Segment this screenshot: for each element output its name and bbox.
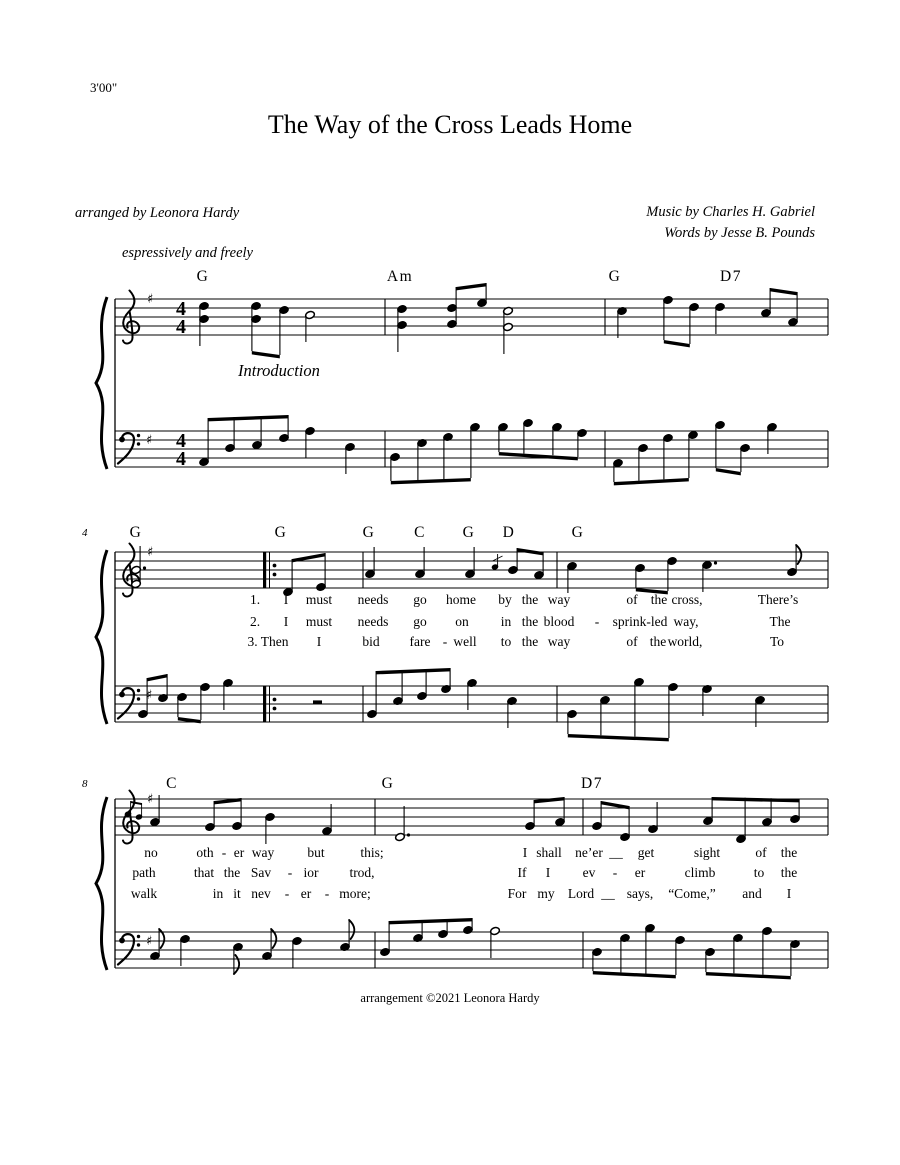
chord-symbol: C bbox=[414, 524, 426, 541]
lyric-word: of bbox=[755, 845, 767, 860]
svg-text:♯: ♯ bbox=[146, 934, 153, 949]
lyric-word: the bbox=[521, 634, 539, 649]
lyric-word: - bbox=[284, 886, 290, 901]
lyric-word: on bbox=[455, 614, 469, 629]
svg-text:♯: ♯ bbox=[147, 292, 154, 307]
lyric-word: Lord bbox=[567, 886, 595, 901]
lyric-word: - bbox=[442, 634, 448, 649]
lyric-word: nev bbox=[251, 886, 271, 901]
lyric-word: this; bbox=[360, 845, 384, 860]
lyric-word: well bbox=[453, 634, 477, 649]
lyric-word: by bbox=[498, 592, 512, 607]
svg-text:♯: ♯ bbox=[146, 433, 153, 448]
lyric-word: in bbox=[500, 614, 512, 629]
lyric-word: the bbox=[649, 634, 667, 649]
svg-text:4: 4 bbox=[176, 316, 186, 338]
lyric-word: “Come,” bbox=[668, 886, 716, 901]
lyric-word: ne’er bbox=[575, 845, 603, 860]
svg-text:♯: ♯ bbox=[146, 688, 153, 703]
lyric-word: shall bbox=[536, 845, 562, 860]
svg-text:♯: ♯ bbox=[147, 545, 154, 560]
lyric-word: of bbox=[626, 634, 638, 649]
lyric-word: trod, bbox=[349, 865, 375, 880]
lyric-word: must bbox=[305, 614, 333, 629]
lyric-word: get bbox=[637, 845, 655, 860]
svg-text:4: 4 bbox=[176, 430, 186, 452]
lyric-word: to bbox=[500, 634, 512, 649]
lyric-word: blood bbox=[543, 614, 575, 629]
chord-symbol: D7 bbox=[720, 268, 742, 285]
lyric-word: says, bbox=[626, 886, 654, 901]
copyright-notice: arrangement ©2021 Leonora Hardy bbox=[360, 991, 540, 1005]
lyric-word: bid bbox=[362, 634, 380, 649]
tempo-marking: espressively and freely bbox=[122, 245, 253, 261]
lyric-word: - bbox=[287, 865, 293, 880]
chord-symbol: G bbox=[274, 524, 288, 541]
lyric-word: There’s bbox=[757, 592, 799, 607]
lyric-word: er bbox=[634, 865, 646, 880]
lyric-word: no bbox=[144, 845, 158, 860]
lyric-word: it bbox=[233, 886, 241, 901]
lyric-word: needs bbox=[357, 614, 389, 629]
lyric-word: If bbox=[517, 865, 527, 880]
lyric-word: climb bbox=[684, 865, 716, 880]
chord-symbol: G bbox=[196, 268, 210, 285]
lyric-word: I bbox=[786, 886, 792, 901]
music-credit: Music by Charles H. Gabriel bbox=[646, 204, 815, 220]
lyric-word: - bbox=[612, 865, 618, 880]
lyric-word: way bbox=[547, 592, 571, 607]
lyric-word: For bbox=[507, 886, 527, 901]
lyric-word: way bbox=[251, 845, 275, 860]
lyric-word: er bbox=[300, 886, 312, 901]
section-label: Introduction bbox=[238, 361, 320, 380]
lyric-word: the bbox=[521, 614, 539, 629]
lyric-word: I bbox=[545, 865, 551, 880]
lyric-word: To bbox=[769, 634, 785, 649]
lyric-word: fare bbox=[409, 634, 431, 649]
lyric-word: __ bbox=[601, 886, 615, 901]
lyric-word: walk bbox=[130, 886, 158, 901]
lyric-word: needs bbox=[357, 592, 389, 607]
lyric-word: - bbox=[324, 886, 330, 901]
piece-title: The Way of the Cross Leads Home bbox=[267, 110, 633, 139]
lyric-word: the bbox=[780, 845, 798, 860]
words-credit: Words by Jesse B. Pounds bbox=[664, 225, 815, 241]
chord-symbol: G bbox=[462, 524, 476, 541]
lyric-word: go bbox=[413, 614, 427, 629]
duration-marking: 3'00" bbox=[90, 80, 118, 95]
lyric-word: ev bbox=[582, 865, 596, 880]
lyric-word: the bbox=[780, 865, 798, 880]
lyric-word: I bbox=[283, 592, 289, 607]
lyric-word: ior bbox=[303, 865, 319, 880]
chord-symbol: G bbox=[381, 775, 395, 792]
lyric-word: er bbox=[233, 845, 245, 860]
lyric-word: The bbox=[769, 614, 791, 629]
svg-text:4: 4 bbox=[176, 448, 186, 470]
lyric-word: way bbox=[547, 634, 571, 649]
lyric-word: sight bbox=[693, 845, 721, 860]
lyric-word: cross, bbox=[671, 592, 703, 607]
chord-symbol: G bbox=[571, 524, 585, 541]
lyric-word: oth bbox=[196, 845, 214, 860]
lyric-word: but bbox=[307, 845, 325, 860]
arranger-credit: arranged by Leonora Hardy bbox=[75, 205, 240, 221]
lyric-word: I bbox=[283, 614, 289, 629]
chord-symbol: G bbox=[608, 268, 622, 285]
lyric-word: the bbox=[521, 592, 539, 607]
svg-text:4: 4 bbox=[176, 298, 186, 320]
lyric-word: 1. bbox=[249, 592, 261, 607]
lyric-word: must bbox=[305, 592, 333, 607]
lyric-word: and bbox=[742, 886, 762, 901]
lyric-word: the bbox=[223, 865, 241, 880]
lyric-word: path bbox=[132, 865, 156, 880]
lyric-word: 3. Then bbox=[247, 634, 289, 649]
lyric-word: sprink-led bbox=[612, 614, 668, 629]
lyric-word: my bbox=[537, 886, 555, 901]
lyric-word: to bbox=[753, 865, 765, 880]
chord-symbol: Am bbox=[386, 268, 414, 285]
lyric-word: world, bbox=[667, 634, 703, 649]
measure-number: 4 bbox=[82, 527, 88, 539]
lyric-word: of bbox=[626, 592, 638, 607]
lyric-word: - bbox=[221, 845, 227, 860]
svg-text:♯: ♯ bbox=[147, 792, 154, 807]
lyric-word: __ bbox=[609, 845, 623, 860]
chord-symbol: G bbox=[362, 524, 376, 541]
measure-number: 8 bbox=[82, 778, 88, 790]
lyric-word: home bbox=[446, 592, 476, 607]
chord-symbol: D bbox=[502, 524, 516, 541]
lyric-word: the bbox=[650, 592, 668, 607]
lyric-word: Sav bbox=[250, 865, 272, 880]
lyric-word: more; bbox=[339, 886, 371, 901]
lyric-word: way, bbox=[673, 614, 699, 629]
lyric-word: - bbox=[594, 614, 600, 629]
lyric-word: in bbox=[212, 886, 224, 901]
lyric-word: that bbox=[193, 865, 215, 880]
chord-symbol: G bbox=[129, 524, 143, 541]
lyric-word: I bbox=[316, 634, 322, 649]
lyric-word: go bbox=[413, 592, 427, 607]
chord-symbol: C bbox=[166, 775, 178, 792]
chord-symbol: D7 bbox=[581, 775, 603, 792]
lyric-word: 2. bbox=[249, 614, 261, 629]
lyric-word: I bbox=[522, 845, 528, 860]
